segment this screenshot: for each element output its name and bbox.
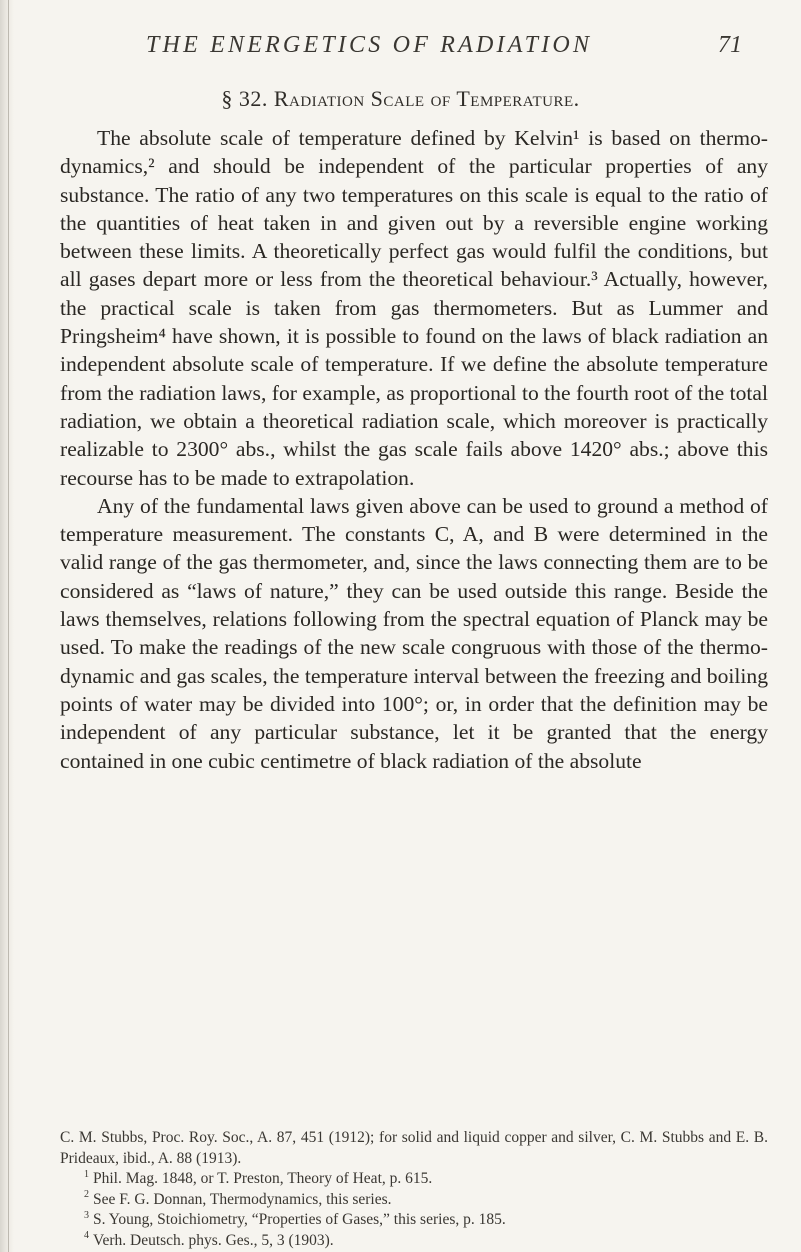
body-text <box>60 124 768 775</box>
running-title: THE ENERGETICS OF RADIATION <box>146 32 593 58</box>
footnote-text: Verh. Deutsch. phys. Ges., 5, 3 (1903). <box>93 1231 334 1249</box>
footnote-mark: 4 <box>84 1230 89 1242</box>
footnote-text: S. Young, Stoichiometry, “Properties of Gases,” this series, p. 185. <box>93 1211 506 1228</box>
footnote-text: See F. G. Donnan, Thermodynamics, this series. <box>93 1190 392 1208</box>
running-head <box>146 32 742 72</box>
footnote <box>60 1190 768 1211</box>
paragraph: Any of the fundamental laws given above can be used to ground a method of temperature measurement. The constants C, A, and B were determined in the valid range of the gas thermometer, and, since the laws connecting them are to be considered as “laws of nature,” they can be used outside this range. Beside the laws themselves, relations following from the spectral equation of Planck may be used. To make the readings of the new scale congruous with those of the thermo-dynamic and gas scales, the temperature interval between the freezing and boiling points of water may be divided into 100°; or, in order that the definition may be independent of any particular substance, let it be granted that the energy contained in one cubic centimetre of black radiation of the absolute <box>60 493 768 773</box>
footnote-continued: C. M. Stubbs, Proc. Roy. Soc., A. 87, 451 (1912); for solid and liquid copper and silver, C. M. Stubbs and E. B. Prideaux, ibid., A. 88 (1913). <box>60 1129 768 1167</box>
footnote-text: Phil. Mag. 1848, or T. Preston, Theory of Heat, p. 615. <box>93 1170 433 1187</box>
footnote-mark: 2 <box>84 1189 89 1201</box>
paragraph: The absolute scale of temperature defined by Kelvin¹ is based on thermo-dynamics,² and should be independent of the particular properties of any substance. The ratio of any two temperatures on this scale is equal to the ratio of the quantities of heat taken in and given out by a reversible engine working between these limits. A theoretically perfect gas would fulfil the conditions, but all gases depart more or less from the theoretical behaviour.³ Actually, however, the practical scale is taken from gas thermometers. But as Lummer and Pringsheim⁴ have shown, it is possible to found on the laws of black radiation an independent absolute scale of temperature. If we define the absolute temperature from the radiation laws, for example, as proportional to the fourth root of the total radiation, we obtain a theoretical radiation scale, which moreover is practically realizable to 2300° abs., whilst the gas scale fails above 1420° abs.; above this recourse has to be made to extrapolation. <box>60 126 768 490</box>
section-title: Radiation Scale of Temperature. <box>273 86 580 111</box>
footnote-mark: 1 <box>84 1168 89 1180</box>
page-number: 71 <box>718 32 742 58</box>
footnotes <box>60 1128 768 1251</box>
footnote-mark: 3 <box>84 1209 89 1221</box>
footnote <box>60 1231 768 1252</box>
page-binding-shadow <box>0 0 14 1252</box>
section-heading <box>0 86 801 112</box>
footnote <box>60 1169 768 1190</box>
footnote <box>60 1210 768 1231</box>
page-binding-line <box>8 0 9 1252</box>
section-number: § 32. <box>221 86 268 111</box>
